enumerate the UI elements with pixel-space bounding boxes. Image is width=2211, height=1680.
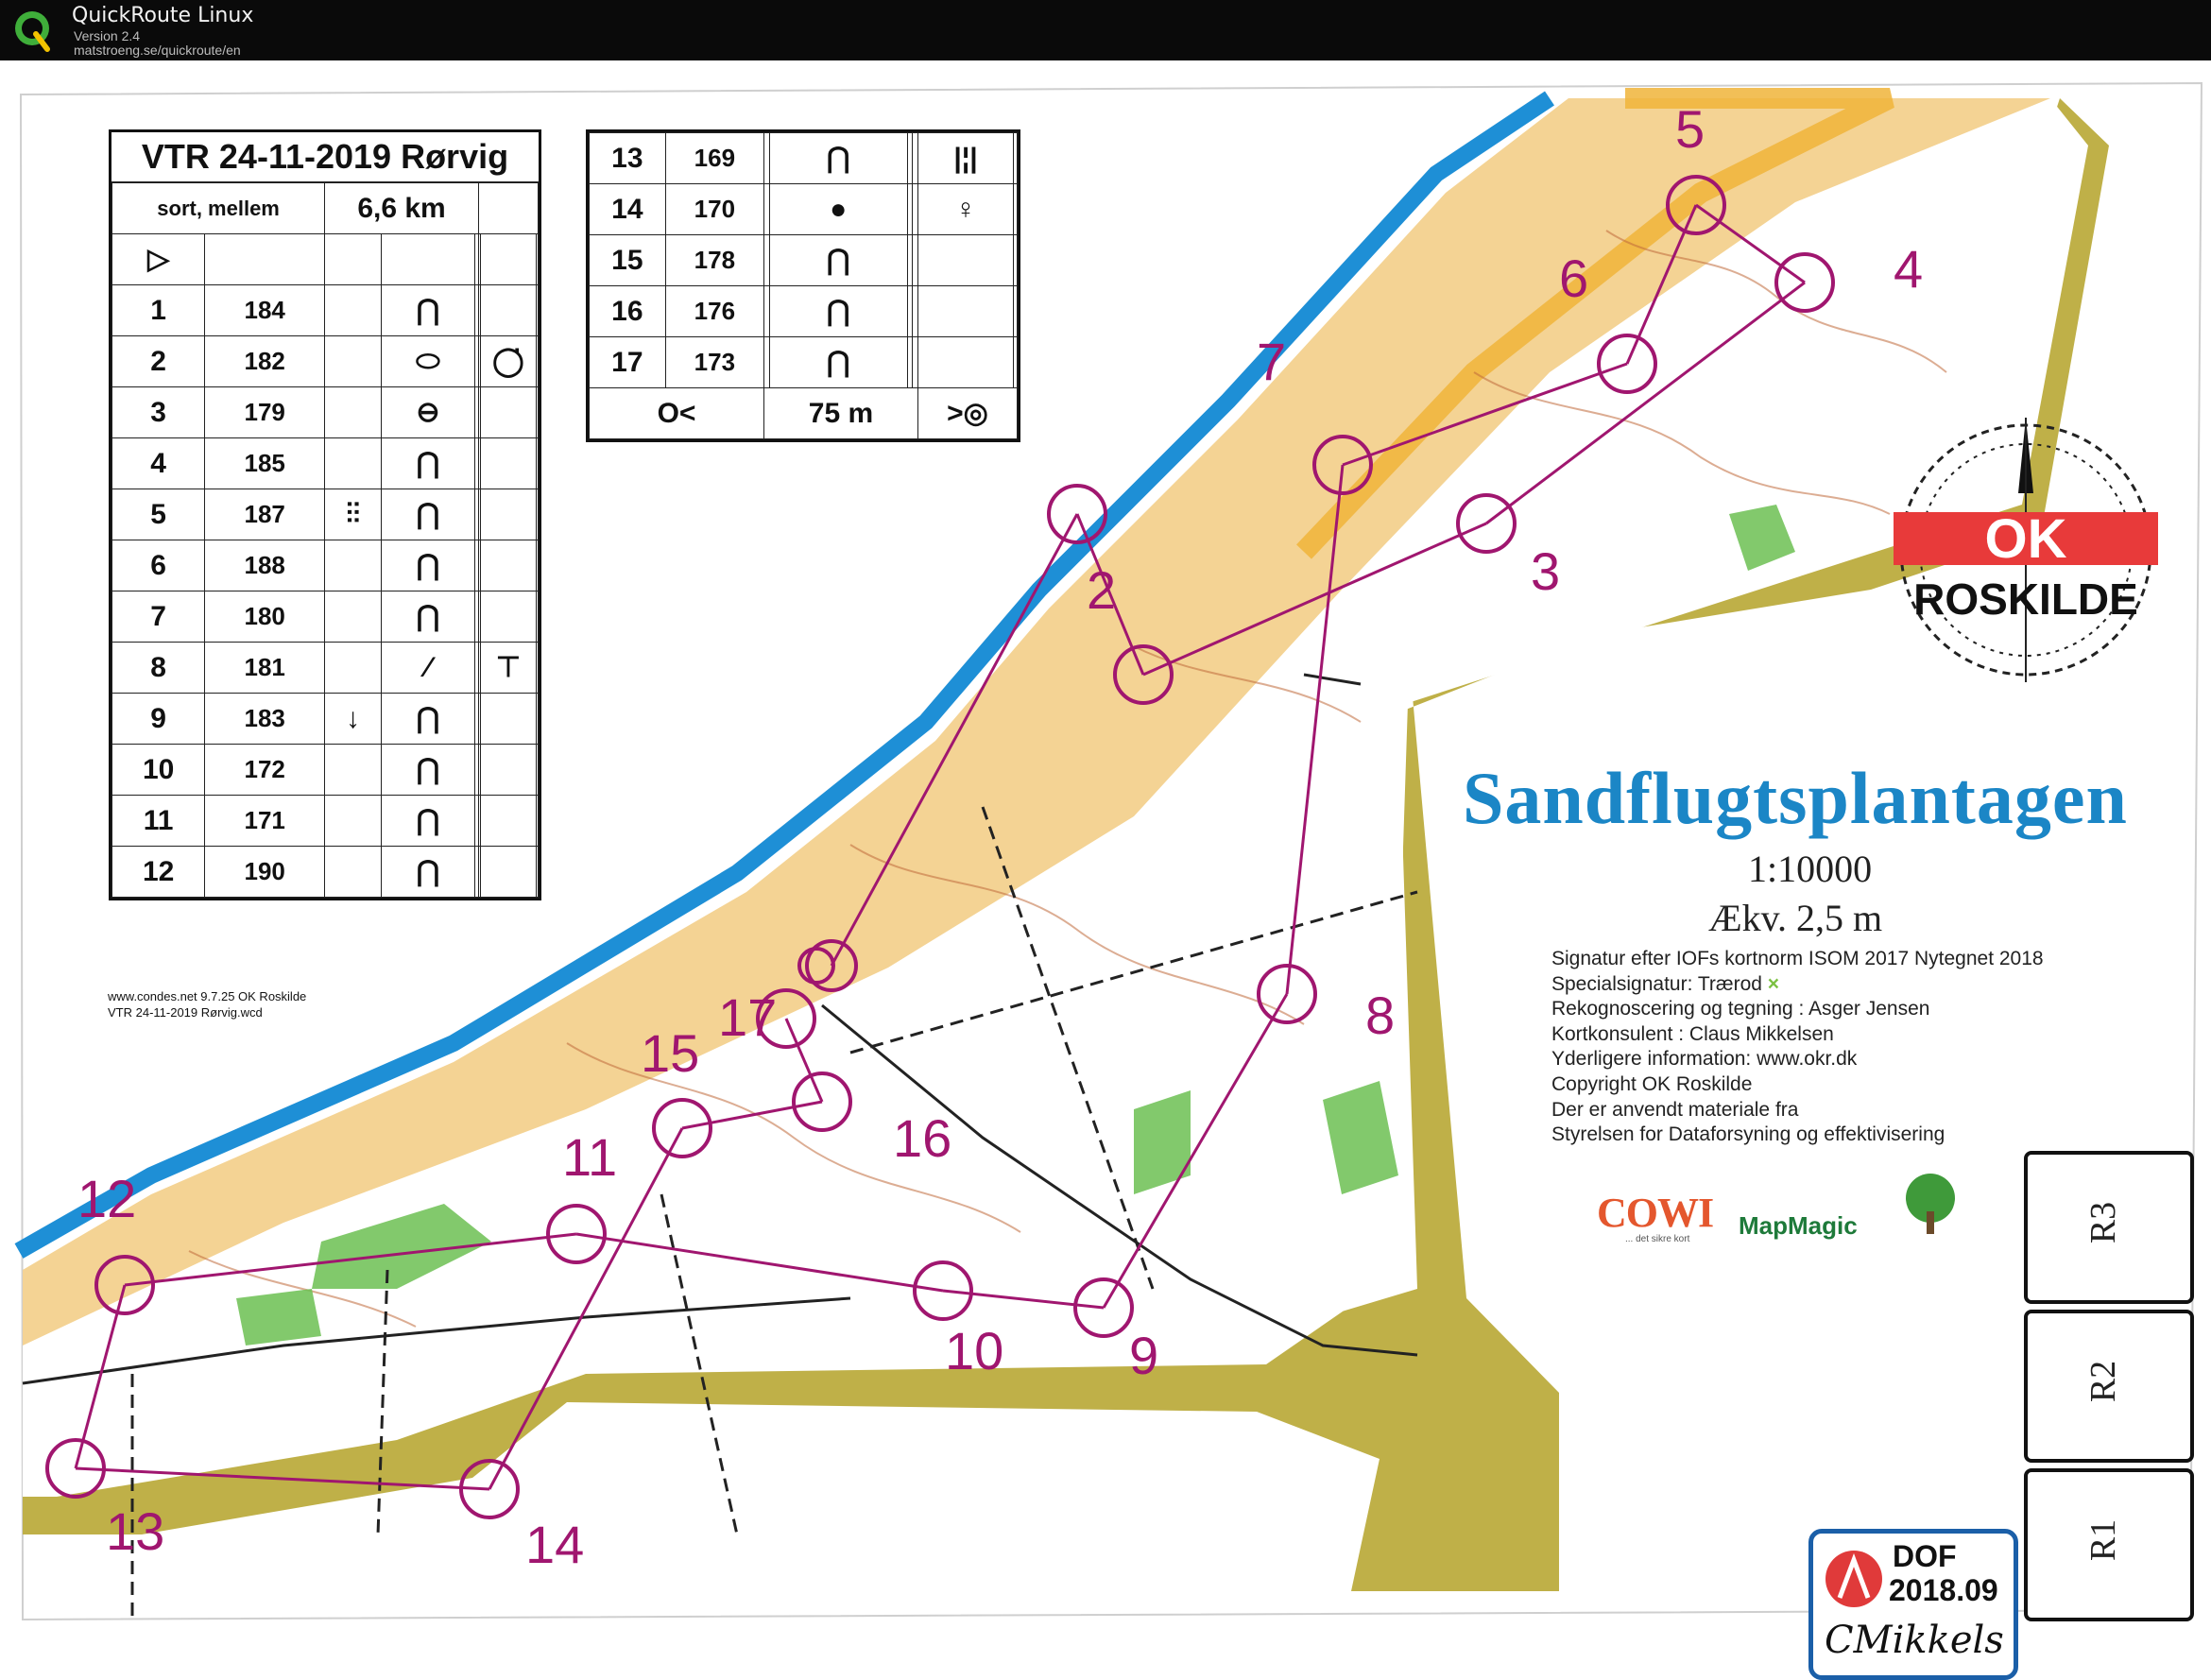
treerod-symbol-icon: × — [1761, 972, 1780, 995]
finish-target-icon: >◎ — [917, 388, 1017, 439]
control-symbol-icon — [1014, 184, 1018, 235]
tree-icon — [1897, 1170, 1963, 1236]
control-label: 14 — [525, 1515, 585, 1574]
control-symbol-icon: ⋂ — [381, 694, 474, 745]
control-number: 6 — [112, 540, 205, 591]
control-symbol-icon: ⋂ — [769, 235, 907, 286]
control-code: 179 — [205, 387, 325, 438]
control-symbol-icon — [917, 337, 1013, 388]
control-symbol-icon — [537, 745, 539, 796]
control-number: 13 — [590, 133, 666, 184]
club-name: ROSKILDE — [1913, 574, 2138, 624]
control-symbol-icon: ⋂ — [381, 847, 474, 898]
control-symbol-icon: ● — [769, 184, 907, 235]
control-symbol-icon — [325, 387, 382, 438]
control-code: 173 — [665, 337, 763, 388]
control-symbol-icon — [325, 285, 382, 336]
control-label: 3 — [1531, 541, 1561, 601]
result-box-r1: R1 — [2024, 1468, 2194, 1621]
control-symbol-icon: ⋂ — [769, 337, 907, 388]
control-symbol-icon — [325, 643, 382, 694]
control-code: 176 — [665, 286, 763, 337]
control-symbol-icon: ⋂ — [381, 540, 474, 591]
control-symbol-icon — [537, 438, 539, 489]
credit-line: Yderligere information: www.okr.dk — [1551, 1048, 1858, 1071]
cowi-tagline: ... det sikre kort — [1625, 1234, 1690, 1244]
credit-line: Rekognoscering og tegning : Asger Jensen — [1551, 998, 1930, 1020]
control-label: 6 — [1559, 249, 1589, 308]
control-code: 169 — [665, 133, 763, 184]
control-symbol-icon: ⁄ — [381, 643, 474, 694]
finish-circle-icon: O< — [590, 388, 764, 439]
control-symbol-icon — [1014, 286, 1018, 337]
control-symbol-icon — [537, 847, 539, 898]
control-symbol-icon — [917, 286, 1013, 337]
control-symbol-icon — [1014, 235, 1018, 286]
control-number: 11 — [112, 796, 205, 847]
control-label: 17 — [718, 987, 778, 1047]
control-symbol-icon: ⋂ — [769, 286, 907, 337]
control-code: 183 — [205, 694, 325, 745]
start-triangle-icon: ▷ — [112, 234, 205, 285]
control-code: 181 — [205, 643, 325, 694]
credit-line: Styrelsen for Dataforsyning og effektivisering — [1551, 1123, 1945, 1146]
control-label: 12 — [77, 1169, 137, 1228]
control-code: 178 — [665, 235, 763, 286]
control-number: 4 — [112, 438, 205, 489]
control-symbol-icon: ♀ — [917, 184, 1013, 235]
control-symbol-icon — [325, 540, 382, 591]
control-symbol-icon: ↓ — [325, 694, 382, 745]
control-symbol-icon — [537, 489, 539, 540]
dof-stamp: DOF 2018.09 CMikkels — [1808, 1529, 2018, 1680]
control-number: 2 — [112, 336, 205, 387]
control-symbol-icon — [537, 694, 539, 745]
control-number: 7 — [112, 591, 205, 643]
control-symbol-icon — [325, 847, 382, 898]
app-title: QuickRoute Linux — [72, 4, 254, 27]
control-number: 8 — [112, 643, 205, 694]
control-symbol-icon: ⊤ — [480, 643, 537, 694]
control-number: 17 — [590, 337, 666, 388]
course-length: 6,6 km — [325, 183, 479, 234]
title-bar — [0, 0, 2211, 60]
mapmagic-logo: MapMagic — [1739, 1211, 1858, 1241]
control-symbol-icon — [325, 336, 382, 387]
control-symbol-icon — [537, 285, 539, 336]
control-number: 14 — [590, 184, 666, 235]
control-symbol-icon: ⋂ — [381, 438, 474, 489]
control-label: 16 — [893, 1108, 952, 1168]
control-symbol-icon: ⋂ — [381, 796, 474, 847]
control-description-sheet-2 — [586, 129, 1020, 442]
control-number: 3 — [112, 387, 205, 438]
result-box-r2: R2 — [2024, 1310, 2194, 1463]
control-label: 8 — [1365, 986, 1396, 1045]
dof-logo-icon — [1821, 1541, 1887, 1617]
credit-line: Der er anvendt materiale fra — [1551, 1098, 1799, 1121]
control-description-sheet-1 — [109, 129, 541, 900]
control-symbol-icon: ⋂ — [381, 745, 474, 796]
control-label: 4 — [1894, 239, 1924, 299]
control-symbol-icon — [325, 796, 382, 847]
control-label: 15 — [641, 1023, 700, 1083]
control-symbol-icon — [537, 336, 539, 387]
control-symbol-icon — [480, 694, 537, 745]
control-number: 12 — [112, 847, 205, 898]
control-code: 171 — [205, 796, 325, 847]
control-label: 9 — [1129, 1326, 1159, 1385]
map-canvas[interactable] — [0, 60, 2211, 1662]
credit-line: Copyright OK Roskilde — [1551, 1072, 1753, 1095]
control-symbol-icon — [480, 796, 537, 847]
map-credits — [1551, 947, 2044, 1148]
control-code: 185 — [205, 438, 325, 489]
control-symbol-icon — [480, 438, 537, 489]
control-symbol-icon: ⊖ — [381, 387, 474, 438]
control-label: 7 — [1257, 332, 1287, 391]
control-symbol-icon — [480, 489, 537, 540]
control-number: 5 — [112, 489, 205, 540]
control-code: 180 — [205, 591, 325, 643]
control-symbol-icon — [537, 796, 539, 847]
finish-distance: 75 m — [764, 388, 918, 439]
control-label: 10 — [945, 1321, 1004, 1380]
credit-line: Kortkonsulent : Claus Mikkelsen — [1551, 1022, 1834, 1045]
control-symbol-icon — [537, 643, 539, 694]
course-class: sort, mellem — [112, 183, 325, 234]
control-symbol-icon — [480, 387, 537, 438]
control-code: 184 — [205, 285, 325, 336]
control-code: 170 — [665, 184, 763, 235]
control-symbol-icon — [480, 285, 537, 336]
control-symbol-icon: ⫶⫶ — [325, 489, 382, 540]
control-symbol-icon — [480, 591, 537, 643]
control-label: 11 — [562, 1127, 618, 1187]
control-symbol-icon — [325, 591, 382, 643]
control-symbol-icon — [325, 745, 382, 796]
control-symbol-icon — [325, 438, 382, 489]
description-footnote: www.condes.net 9.7.25 OK Roskilde VTR 24-11-2019 Rørvig.wcd — [108, 989, 307, 1020]
control-symbol-icon: ⋂ — [381, 285, 474, 336]
signature: CMikkels — [1825, 1619, 2004, 1662]
map-scale: 1:10000 — [1748, 848, 1873, 890]
control-code: 188 — [205, 540, 325, 591]
control-symbol-icon — [537, 591, 539, 643]
control-label: 2 — [1087, 560, 1117, 620]
quickroute-logo-icon — [11, 8, 53, 53]
control-number: 1 — [112, 285, 205, 336]
control-symbol-icon: ⋂ — [381, 489, 474, 540]
control-symbol-icon: ⋂ — [769, 133, 907, 184]
control-code: 172 — [205, 745, 325, 796]
control-symbol-icon: ⋂ — [381, 591, 474, 643]
control-label: 13 — [106, 1501, 165, 1561]
app-version: Version 2.4 — [74, 28, 141, 43]
control-symbol-icon: |¦| — [917, 133, 1013, 184]
result-box-r3: R3 — [2024, 1151, 2194, 1304]
control-number: 9 — [112, 694, 205, 745]
control-label: 5 — [1675, 99, 1705, 159]
control-symbol-icon — [537, 540, 539, 591]
credit-line: Signatur efter IOFs kortnorm ISOM 2017 Nytegnet 2018 — [1551, 948, 2044, 969]
control-symbol-icon: ⬭ — [381, 336, 474, 387]
control-number: 15 — [590, 235, 666, 286]
control-symbol-icon — [537, 387, 539, 438]
control-symbol-icon — [480, 745, 537, 796]
contour-interval: Ækv. 2,5 m — [1708, 897, 1883, 939]
app-url[interactable]: matstroeng.se/quickroute/en — [74, 43, 241, 58]
control-symbol-icon: ◯̇ — [480, 336, 537, 387]
cowi-logo: COWI — [1597, 1190, 1714, 1236]
control-symbol-icon — [480, 540, 537, 591]
control-code: 182 — [205, 336, 325, 387]
control-symbol-icon — [917, 235, 1013, 286]
map-title: Sandflugtsplantagen — [1463, 757, 2128, 839]
credit-line: Specialsignatur: Trærod × — [1551, 972, 1780, 995]
control-symbol-icon — [1014, 133, 1018, 184]
course-title: VTR 24-11-2019 Rørvig — [111, 132, 539, 182]
control-symbol-icon — [480, 847, 537, 898]
control-symbol-icon — [1014, 337, 1018, 388]
control-number: 16 — [590, 286, 666, 337]
svg-text:OK: OK — [1984, 508, 2067, 570]
control-code: 187 — [205, 489, 325, 540]
ok-roskilde-logo — [1884, 408, 2186, 692]
control-code: 190 — [205, 847, 325, 898]
control-number: 10 — [112, 745, 205, 796]
